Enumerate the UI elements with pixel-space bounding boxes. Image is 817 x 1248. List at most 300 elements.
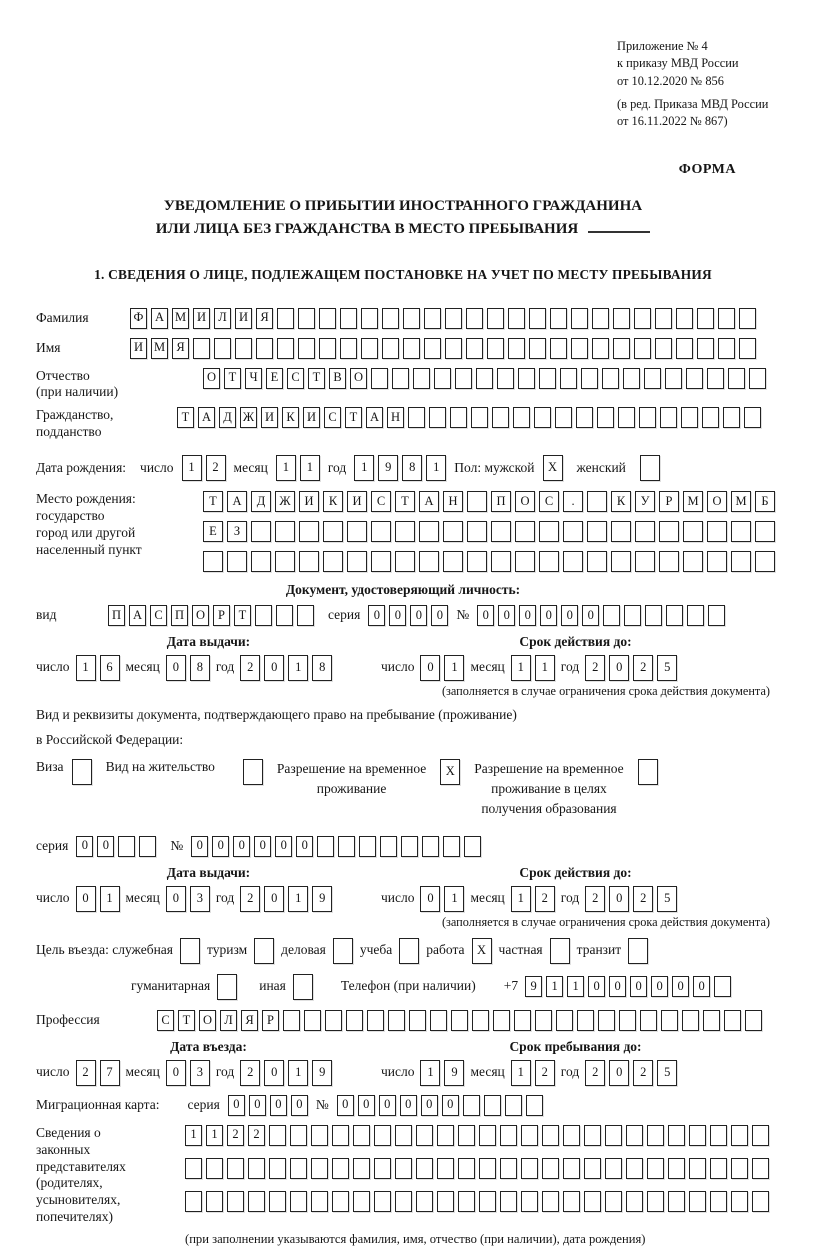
char-cell[interactable] [555, 407, 572, 428]
char-cell[interactable]: 0 [561, 605, 578, 626]
char-cell[interactable]: 2 [585, 886, 605, 912]
char-cell[interactable]: 0 [296, 836, 313, 857]
char-cell[interactable] [542, 1125, 559, 1146]
char-cell[interactable]: С [150, 605, 167, 626]
char-cell[interactable] [323, 521, 343, 542]
char-cell[interactable] [455, 368, 472, 389]
char-cell[interactable]: 8 [402, 455, 422, 481]
char-cell[interactable] [193, 338, 210, 359]
char-cell[interactable]: 0 [358, 1095, 375, 1116]
char-cell[interactable]: Т [177, 407, 194, 428]
char-cell[interactable] [311, 1125, 328, 1146]
char-cell[interactable] [592, 308, 609, 329]
char-cell[interactable] [403, 338, 420, 359]
char-cell[interactable]: Л [220, 1010, 237, 1031]
char-cell[interactable]: 0 [264, 886, 284, 912]
stay-number-cells[interactable] [191, 836, 481, 857]
char-cell[interactable] [739, 308, 756, 329]
char-cell[interactable]: 1 [426, 455, 446, 481]
char-cell[interactable]: 7 [100, 1060, 120, 1086]
char-cell[interactable]: К [611, 491, 631, 512]
char-cell[interactable] [275, 521, 295, 542]
char-cell[interactable] [299, 551, 319, 572]
char-cell[interactable]: Т [395, 491, 415, 512]
char-cell[interactable] [479, 1125, 496, 1146]
char-cell[interactable] [749, 368, 766, 389]
char-cell[interactable]: 0 [582, 605, 599, 626]
char-cell[interactable]: К [282, 407, 299, 428]
char-cell[interactable] [325, 1010, 342, 1031]
char-cell[interactable] [227, 1158, 244, 1179]
char-cell[interactable] [592, 338, 609, 359]
char-cell[interactable] [556, 1010, 573, 1031]
char-cell[interactable] [290, 1125, 307, 1146]
char-cell[interactable] [248, 1158, 265, 1179]
char-cell[interactable] [275, 551, 295, 572]
purpose-official-checkbox[interactable] [180, 938, 200, 964]
char-cell[interactable]: 0 [270, 1095, 287, 1116]
char-cell[interactable] [338, 836, 355, 857]
char-cell[interactable] [659, 551, 679, 572]
birth-day-cells[interactable] [182, 455, 226, 481]
char-cell[interactable] [256, 338, 273, 359]
stay-expiry-month-cells[interactable] [511, 886, 555, 912]
char-cell[interactable]: 1 [567, 976, 584, 997]
char-cell[interactable]: Д [219, 407, 236, 428]
char-cell[interactable]: 3 [190, 886, 210, 912]
char-cell[interactable] [424, 308, 441, 329]
char-cell[interactable] [626, 1191, 643, 1212]
char-cell[interactable]: Р [262, 1010, 279, 1031]
doc-expiry-month-cells[interactable] [511, 655, 555, 681]
char-cell[interactable] [560, 368, 577, 389]
char-cell[interactable]: Р [659, 491, 679, 512]
char-cell[interactable] [542, 1158, 559, 1179]
char-cell[interactable]: 2 [227, 1125, 244, 1146]
citizenship-cells[interactable] [177, 407, 761, 428]
doc-issue-year-cells[interactable] [240, 655, 332, 681]
char-cell[interactable] [332, 1158, 349, 1179]
char-cell[interactable]: 0 [609, 1060, 629, 1086]
char-cell[interactable]: 5 [657, 1060, 677, 1086]
char-cell[interactable] [571, 338, 588, 359]
purpose-transit-checkbox[interactable] [628, 938, 648, 964]
char-cell[interactable] [697, 338, 714, 359]
char-cell[interactable] [521, 1125, 538, 1146]
char-cell[interactable] [707, 368, 724, 389]
char-cell[interactable] [550, 938, 570, 964]
char-cell[interactable] [299, 521, 319, 542]
char-cell[interactable] [542, 1191, 559, 1212]
char-cell[interactable] [479, 1191, 496, 1212]
char-cell[interactable] [382, 338, 399, 359]
char-cell[interactable] [500, 1158, 517, 1179]
char-cell[interactable]: О [707, 491, 727, 512]
char-cell[interactable]: 1 [185, 1125, 202, 1146]
given-name-cells[interactable] [130, 338, 756, 359]
legal-reps-cells-row1[interactable] [185, 1125, 769, 1146]
char-cell[interactable]: 0 [609, 976, 626, 997]
char-cell[interactable] [731, 1125, 748, 1146]
char-cell[interactable]: 0 [519, 605, 536, 626]
char-cell[interactable]: 1 [288, 886, 308, 912]
char-cell[interactable] [745, 1010, 762, 1031]
char-cell[interactable]: И [130, 338, 147, 359]
char-cell[interactable] [317, 836, 334, 857]
doc-type-cells[interactable] [108, 605, 314, 626]
char-cell[interactable] [374, 1158, 391, 1179]
char-cell[interactable]: . [563, 491, 583, 512]
doc-issue-day-cells[interactable] [76, 655, 120, 681]
char-cell[interactable] [687, 605, 704, 626]
char-cell[interactable] [584, 1158, 601, 1179]
purpose-study-checkbox[interactable] [399, 938, 419, 964]
char-cell[interactable]: 0 [609, 655, 629, 681]
char-cell[interactable] [640, 1010, 657, 1031]
char-cell[interactable] [255, 605, 272, 626]
char-cell[interactable]: И [235, 308, 252, 329]
char-cell[interactable] [539, 551, 559, 572]
char-cell[interactable] [514, 1010, 531, 1031]
legal-reps-cells-row2[interactable] [185, 1158, 769, 1179]
char-cell[interactable] [647, 1158, 664, 1179]
char-cell[interactable] [458, 1191, 475, 1212]
char-cell[interactable] [521, 1158, 538, 1179]
profession-cells[interactable] [157, 1010, 762, 1031]
char-cell[interactable] [708, 605, 725, 626]
char-cell[interactable] [254, 938, 274, 964]
char-cell[interactable] [638, 759, 658, 785]
char-cell[interactable]: Я [172, 338, 189, 359]
char-cell[interactable] [718, 338, 735, 359]
char-cell[interactable] [251, 551, 271, 572]
char-cell[interactable]: 0 [76, 886, 96, 912]
char-cell[interactable] [647, 1125, 664, 1146]
char-cell[interactable] [571, 308, 588, 329]
char-cell[interactable] [487, 308, 504, 329]
char-cell[interactable] [619, 1010, 636, 1031]
char-cell[interactable] [665, 368, 682, 389]
char-cell[interactable] [755, 551, 775, 572]
char-cell[interactable]: Ж [275, 491, 295, 512]
char-cell[interactable]: 5 [657, 655, 677, 681]
char-cell[interactable]: 0 [672, 976, 689, 997]
char-cell[interactable] [623, 368, 640, 389]
char-cell[interactable] [624, 605, 641, 626]
char-cell[interactable]: 0 [264, 1060, 284, 1086]
char-cell[interactable] [311, 1158, 328, 1179]
char-cell[interactable] [463, 1095, 480, 1116]
char-cell[interactable] [577, 1010, 594, 1031]
char-cell[interactable] [491, 551, 511, 572]
char-cell[interactable]: 0 [651, 976, 668, 997]
char-cell[interactable]: 1 [300, 455, 320, 481]
char-cell[interactable] [676, 338, 693, 359]
char-cell[interactable] [550, 308, 567, 329]
char-cell[interactable] [703, 1010, 720, 1031]
char-cell[interactable] [539, 521, 559, 542]
char-cell[interactable]: С [287, 368, 304, 389]
char-cell[interactable]: 2 [633, 886, 653, 912]
char-cell[interactable] [645, 605, 662, 626]
char-cell[interactable] [676, 308, 693, 329]
purpose-business-checkbox[interactable] [333, 938, 353, 964]
char-cell[interactable]: 1 [511, 886, 531, 912]
char-cell[interactable]: З [227, 521, 247, 542]
char-cell[interactable] [346, 1010, 363, 1031]
char-cell[interactable] [139, 836, 156, 857]
char-cell[interactable] [626, 1158, 643, 1179]
char-cell[interactable] [422, 836, 439, 857]
char-cell[interactable]: 0 [191, 836, 208, 857]
char-cell[interactable] [235, 338, 252, 359]
char-cell[interactable] [416, 1191, 433, 1212]
char-cell[interactable]: 0 [609, 886, 629, 912]
char-cell[interactable] [602, 368, 619, 389]
char-cell[interactable] [634, 338, 651, 359]
purpose-other-checkbox[interactable] [293, 974, 313, 1000]
char-cell[interactable] [277, 308, 294, 329]
stay-series-cells[interactable] [76, 836, 156, 857]
char-cell[interactable] [535, 1010, 552, 1031]
char-cell[interactable] [443, 551, 463, 572]
char-cell[interactable]: 1 [535, 655, 555, 681]
char-cell[interactable]: О [199, 1010, 216, 1031]
char-cell[interactable] [515, 551, 535, 572]
char-cell[interactable] [206, 1191, 223, 1212]
char-cell[interactable] [500, 1191, 517, 1212]
char-cell[interactable] [752, 1125, 769, 1146]
char-cell[interactable]: 0 [249, 1095, 266, 1116]
doc-expiry-year-cells[interactable] [585, 655, 677, 681]
char-cell[interactable]: В [329, 368, 346, 389]
char-cell[interactable] [513, 407, 530, 428]
char-cell[interactable] [374, 1191, 391, 1212]
char-cell[interactable] [626, 1125, 643, 1146]
char-cell[interactable]: П [171, 605, 188, 626]
char-cell[interactable] [689, 1125, 706, 1146]
char-cell[interactable] [445, 338, 462, 359]
char-cell[interactable] [399, 938, 419, 964]
doc-expiry-day-cells[interactable] [420, 655, 464, 681]
char-cell[interactable]: 2 [585, 1060, 605, 1086]
char-cell[interactable]: 0 [275, 836, 292, 857]
char-cell[interactable] [367, 1010, 384, 1031]
char-cell[interactable] [340, 308, 357, 329]
char-cell[interactable] [269, 1125, 286, 1146]
char-cell[interactable]: И [347, 491, 367, 512]
char-cell[interactable]: М [731, 491, 751, 512]
char-cell[interactable] [508, 308, 525, 329]
char-cell[interactable]: 0 [166, 886, 186, 912]
birth-month-cells[interactable] [276, 455, 320, 481]
char-cell[interactable] [668, 1158, 685, 1179]
entry-day-cells[interactable] [76, 1060, 120, 1086]
char-cell[interactable]: 9 [444, 1060, 464, 1086]
char-cell[interactable] [584, 1191, 601, 1212]
char-cell[interactable] [493, 1010, 510, 1031]
char-cell[interactable]: 1 [444, 655, 464, 681]
char-cell[interactable] [361, 338, 378, 359]
char-cell[interactable] [467, 551, 487, 572]
char-cell[interactable] [640, 455, 660, 481]
char-cell[interactable] [353, 1191, 370, 1212]
char-cell[interactable] [203, 551, 223, 572]
doc-number-cells[interactable] [477, 605, 725, 626]
char-cell[interactable] [333, 938, 353, 964]
char-cell[interactable]: Ч [245, 368, 262, 389]
char-cell[interactable]: 0 [498, 605, 515, 626]
char-cell[interactable] [283, 1010, 300, 1031]
char-cell[interactable] [185, 1158, 202, 1179]
stay-until-year-cells[interactable] [585, 1060, 677, 1086]
char-cell[interactable] [434, 368, 451, 389]
char-cell[interactable] [635, 521, 655, 542]
char-cell[interactable] [466, 308, 483, 329]
char-cell[interactable] [605, 1191, 622, 1212]
char-cell[interactable]: 0 [166, 1060, 186, 1086]
char-cell[interactable] [710, 1125, 727, 1146]
char-cell[interactable] [500, 1125, 517, 1146]
char-cell[interactable] [290, 1158, 307, 1179]
char-cell[interactable] [409, 1010, 426, 1031]
char-cell[interactable] [458, 1125, 475, 1146]
char-cell[interactable] [437, 1191, 454, 1212]
char-cell[interactable] [319, 338, 336, 359]
char-cell[interactable] [484, 1095, 501, 1116]
char-cell[interactable]: 1 [288, 1060, 308, 1086]
char-cell[interactable] [416, 1158, 433, 1179]
char-cell[interactable]: 1 [420, 1060, 440, 1086]
char-cell[interactable] [487, 338, 504, 359]
char-cell[interactable]: А [129, 605, 146, 626]
char-cell[interactable] [332, 1125, 349, 1146]
char-cell[interactable]: 2 [76, 1060, 96, 1086]
char-cell[interactable]: С [371, 491, 391, 512]
char-cell[interactable] [118, 836, 135, 857]
char-cell[interactable]: И [303, 407, 320, 428]
char-cell[interactable] [353, 1125, 370, 1146]
doc-series-cells[interactable] [368, 605, 448, 626]
char-cell[interactable] [374, 1125, 391, 1146]
char-cell[interactable] [584, 1125, 601, 1146]
char-cell[interactable] [635, 551, 655, 572]
char-cell[interactable] [718, 308, 735, 329]
char-cell[interactable] [437, 1125, 454, 1146]
stay-issue-year-cells[interactable] [240, 886, 332, 912]
char-cell[interactable] [395, 521, 415, 542]
char-cell[interactable] [332, 1191, 349, 1212]
char-cell[interactable] [683, 551, 703, 572]
char-cell[interactable]: 0 [166, 655, 186, 681]
char-cell[interactable] [683, 521, 703, 542]
char-cell[interactable]: М [172, 308, 189, 329]
char-cell[interactable] [702, 407, 719, 428]
char-cell[interactable]: О [515, 491, 535, 512]
char-cell[interactable] [613, 308, 630, 329]
char-cell[interactable] [611, 551, 631, 572]
char-cell[interactable]: 9 [312, 886, 332, 912]
char-cell[interactable]: О [203, 368, 220, 389]
char-cell[interactable] [353, 1158, 370, 1179]
visa-checkbox[interactable] [72, 759, 92, 785]
char-cell[interactable] [323, 551, 343, 572]
char-cell[interactable]: 8 [190, 655, 210, 681]
temp-residence-checkbox[interactable] [440, 759, 460, 785]
char-cell[interactable]: 3 [190, 1060, 210, 1086]
char-cell[interactable]: 2 [535, 886, 555, 912]
char-cell[interactable]: 0 [477, 605, 494, 626]
stay-issue-month-cells[interactable] [166, 886, 210, 912]
birth-year-cells[interactable] [354, 455, 446, 481]
purpose-work-checkbox[interactable] [472, 938, 492, 964]
char-cell[interactable] [563, 551, 583, 572]
phone-cells[interactable] [525, 976, 731, 997]
char-cell[interactable] [611, 521, 631, 542]
char-cell[interactable]: Е [266, 368, 283, 389]
char-cell[interactable] [214, 338, 231, 359]
char-cell[interactable] [395, 551, 415, 572]
char-cell[interactable]: 2 [248, 1125, 265, 1146]
char-cell[interactable]: 0 [389, 605, 406, 626]
char-cell[interactable] [707, 551, 727, 572]
char-cell[interactable]: X [543, 455, 563, 481]
char-cell[interactable] [581, 368, 598, 389]
char-cell[interactable] [598, 1010, 615, 1031]
char-cell[interactable] [644, 368, 661, 389]
char-cell[interactable] [697, 308, 714, 329]
char-cell[interactable] [416, 1125, 433, 1146]
char-cell[interactable]: 0 [420, 655, 440, 681]
char-cell[interactable]: Ф [130, 308, 147, 329]
char-cell[interactable]: Л [214, 308, 231, 329]
char-cell[interactable]: 5 [657, 886, 677, 912]
char-cell[interactable] [227, 1191, 244, 1212]
char-cell[interactable] [686, 368, 703, 389]
char-cell[interactable]: Б [755, 491, 775, 512]
char-cell[interactable]: 9 [525, 976, 542, 997]
char-cell[interactable] [491, 521, 511, 542]
char-cell[interactable] [505, 1095, 522, 1116]
char-cell[interactable]: 0 [540, 605, 557, 626]
char-cell[interactable] [392, 368, 409, 389]
char-cell[interactable]: 0 [421, 1095, 438, 1116]
char-cell[interactable] [371, 551, 391, 572]
char-cell[interactable] [605, 1125, 622, 1146]
char-cell[interactable]: Т [345, 407, 362, 428]
char-cell[interactable]: П [108, 605, 125, 626]
char-cell[interactable]: X [440, 759, 460, 785]
stay-until-month-cells[interactable] [511, 1060, 555, 1086]
char-cell[interactable]: 1 [354, 455, 374, 481]
char-cell[interactable]: Т [224, 368, 241, 389]
stay-expiry-day-cells[interactable] [420, 886, 464, 912]
birth-place-cells-row1[interactable] [203, 491, 775, 512]
char-cell[interactable] [681, 407, 698, 428]
char-cell[interactable]: 0 [693, 976, 710, 997]
char-cell[interactable] [206, 1158, 223, 1179]
char-cell[interactable] [458, 1158, 475, 1179]
char-cell[interactable] [550, 338, 567, 359]
char-cell[interactable]: 0 [420, 886, 440, 912]
char-cell[interactable] [655, 338, 672, 359]
char-cell[interactable]: 8 [312, 655, 332, 681]
char-cell[interactable] [752, 1158, 769, 1179]
char-cell[interactable] [293, 974, 313, 1000]
char-cell[interactable] [361, 308, 378, 329]
char-cell[interactable] [450, 407, 467, 428]
char-cell[interactable]: 1 [76, 655, 96, 681]
